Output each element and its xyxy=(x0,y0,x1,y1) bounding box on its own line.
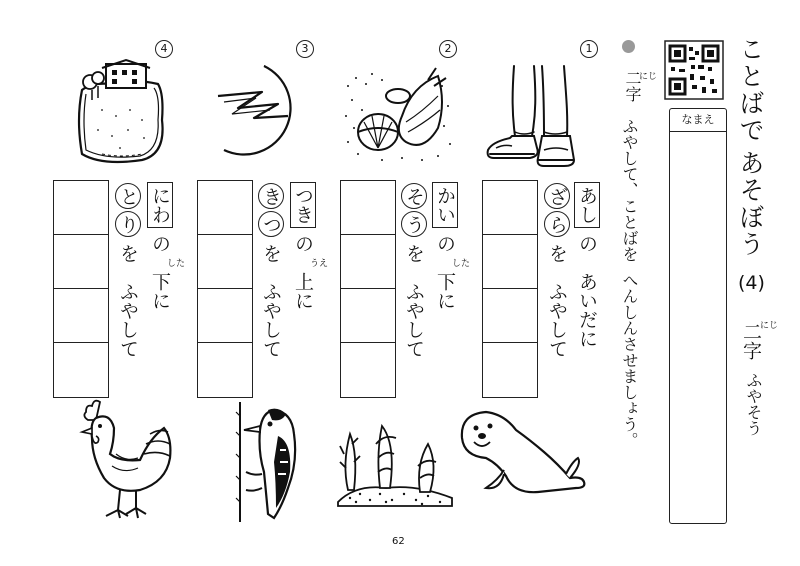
clue-verb-4: を ふやして xyxy=(117,244,139,358)
answer-boxes-3[interactable] xyxy=(197,180,253,398)
clue-position-1: あいだに xyxy=(576,272,598,348)
woodpecker-illustration xyxy=(232,402,308,522)
answer-box[interactable] xyxy=(483,343,537,397)
clue-verb-2: を ふやして xyxy=(403,244,425,358)
circled-char: つ xyxy=(258,211,284,237)
boxed-word: つき xyxy=(290,182,316,228)
clue-position-2: 下に xyxy=(434,272,456,310)
answer-box[interactable] xyxy=(54,235,108,289)
clue-position-4: 下に xyxy=(149,272,171,310)
name-box[interactable] xyxy=(669,108,727,524)
worksheet-title xyxy=(738,36,763,144)
answer-box[interactable] xyxy=(198,343,252,397)
clue-word-4: にわの xyxy=(150,182,169,253)
garden-house-illustration xyxy=(72,60,172,170)
clue-word-1: あしの xyxy=(577,182,596,253)
subtitle-ruby: にじ xyxy=(760,321,779,331)
page-number: 62 xyxy=(392,536,405,547)
instruction-line2: へんしんさせましょう。 xyxy=(620,272,639,448)
answer-box[interactable] xyxy=(341,235,395,289)
answer-box[interactable] xyxy=(341,289,395,343)
answer-boxes-2[interactable] xyxy=(340,180,396,398)
seal-illustration xyxy=(458,404,590,500)
name-label: なまえ xyxy=(681,113,715,126)
instruction-line1: ふやして、ことばを xyxy=(620,118,639,262)
circled-char: き xyxy=(258,183,284,209)
answer-box[interactable] xyxy=(54,343,108,397)
bullet-dot xyxy=(622,40,635,53)
question-number-1: 1 xyxy=(580,40,598,58)
chicken-illustration xyxy=(80,398,180,522)
clue-added-4 xyxy=(115,182,141,238)
crescent-moon-illustration xyxy=(204,62,302,162)
answer-box[interactable] xyxy=(341,343,395,397)
title-part1: ことばで xyxy=(736,36,765,144)
clue-verb-1: を ふやして xyxy=(546,244,568,358)
answer-boxes-1[interactable] xyxy=(482,180,538,398)
clue-added-2 xyxy=(401,182,427,238)
circled-char: ざ xyxy=(544,183,570,209)
subtitle-rest: ふやそう xyxy=(744,372,763,436)
clue-verb-3: を ふやして xyxy=(260,244,282,358)
question-number-4: 4 xyxy=(155,40,173,58)
answer-box[interactable] xyxy=(483,289,537,343)
shells-illustration xyxy=(342,66,454,164)
unit-number: (4) xyxy=(738,272,765,294)
answer-box[interactable] xyxy=(54,181,108,235)
circled-char: り xyxy=(115,211,141,237)
worksheet-title-2 xyxy=(738,150,763,258)
answer-boxes-4[interactable] xyxy=(53,180,109,398)
title-part2: あそぼう xyxy=(736,150,765,258)
clue-position-3: 上に xyxy=(292,272,314,310)
question-number-3: 3 xyxy=(296,40,314,58)
answer-box[interactable] xyxy=(198,181,252,235)
clue-word-3: つきの xyxy=(293,182,312,253)
answer-box[interactable] xyxy=(341,181,395,235)
question-number-2: 2 xyxy=(439,40,457,58)
instruction-kanji: 二字 xyxy=(623,70,642,102)
boxed-word: かい xyxy=(432,182,458,228)
subtitle-kanji: 二字 xyxy=(740,322,762,360)
subtitle xyxy=(741,322,760,360)
position-ruby-4: した xyxy=(167,259,186,269)
position-ruby-2: した xyxy=(452,259,471,269)
circled-char: そ xyxy=(401,183,427,209)
answer-box[interactable] xyxy=(483,181,537,235)
clue-added-3 xyxy=(258,182,284,238)
seaweed-illustration xyxy=(336,414,454,506)
legs-shoes-illustration xyxy=(482,64,582,168)
clue-word-2: かいの xyxy=(435,182,454,253)
answer-box[interactable] xyxy=(54,289,108,343)
qr-code-icon[interactable] xyxy=(665,41,723,99)
circled-char: と xyxy=(115,183,141,209)
answer-box[interactable] xyxy=(483,235,537,289)
circled-char: う xyxy=(401,211,427,237)
answer-box[interactable] xyxy=(198,289,252,343)
boxed-word: あし xyxy=(574,182,600,228)
instruction-ruby: にじ xyxy=(639,72,658,82)
name-label-row xyxy=(670,109,726,132)
circled-char: ら xyxy=(544,211,570,237)
position-ruby-3: うえ xyxy=(310,259,329,269)
boxed-word: にわ xyxy=(147,182,173,228)
clue-added-1 xyxy=(544,182,570,238)
answer-box[interactable] xyxy=(198,235,252,289)
